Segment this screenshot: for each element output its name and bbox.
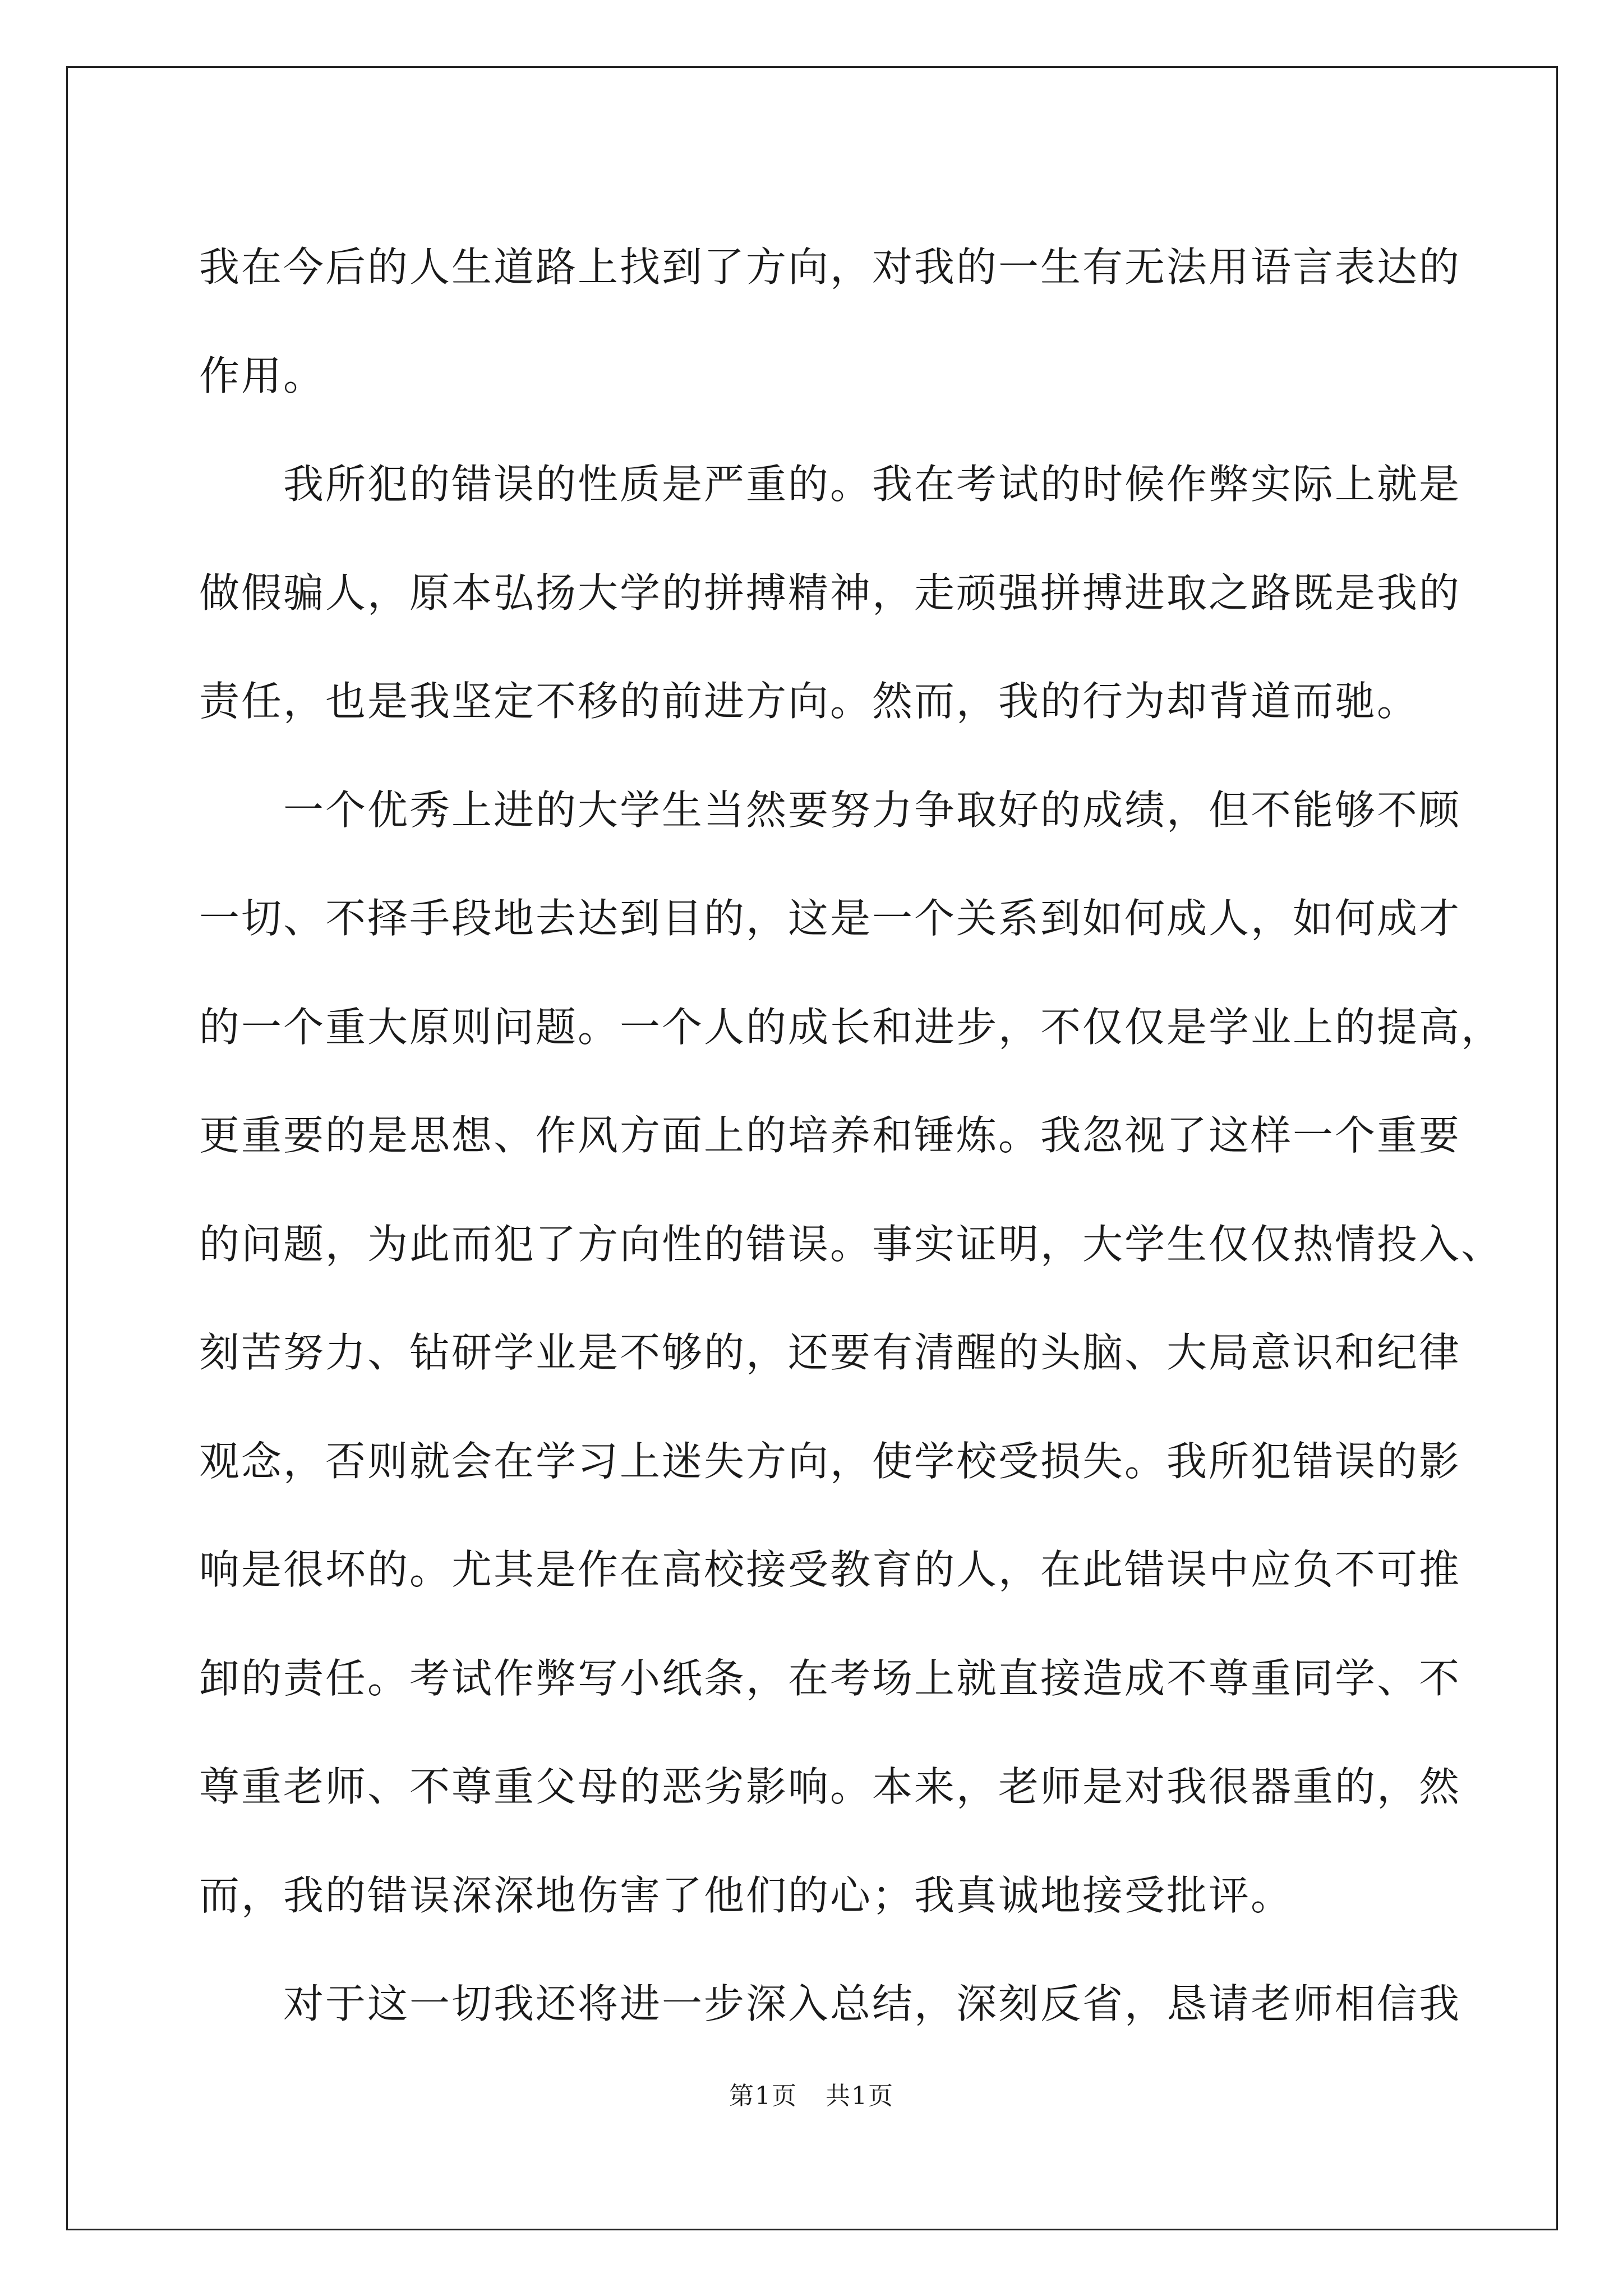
document-body bbox=[199, 213, 1504, 2059]
text-line: 责任，也是我坚定不移的前进方向。然而，我的行为却背道而驰。 bbox=[199, 678, 1419, 725]
page-total: 共1页 bbox=[826, 2082, 894, 2110]
paragraph-start-line: 一个优秀上进的大学生当然要努力争取好的成绩，但不能够不顾 bbox=[283, 786, 1461, 834]
text-line: 刻苦努力、钻研学业是不够的，还要有清醒的头脑、大局意识和纪律 bbox=[199, 1329, 1461, 1376]
text-line: 的问题，为此而犯了方向性的错误。事实证明，大学生仅仅热情投入、 bbox=[199, 1220, 1504, 1268]
text-line: 我在今后的人生道路上找到了方向，对我的一生有无法用语言表达的 bbox=[199, 243, 1461, 291]
text-line: 卸的责任。考试作弊写小纸条，在考场上就直接造成不尊重同学、不 bbox=[199, 1654, 1461, 1702]
text-line: 一切、不择手段地去达到目的，这是一个关系到如何成人，如何成才 bbox=[199, 895, 1461, 942]
text-line: 尊重老师、不尊重父母的恶劣影响。本来，老师是对我很器重的，然 bbox=[199, 1763, 1461, 1810]
paragraph-start-line: 我所犯的错误的性质是严重的。我在考试的时候作弊实际上就是 bbox=[283, 461, 1461, 508]
text-line: 响是很坏的。尤其是作在高校接受教育的人，在此错误中应负不可推 bbox=[199, 1546, 1461, 1593]
paragraph-start-line: 对于这一切我还将进一步深入总结，深刻反省，恳请老师相信我 bbox=[283, 1980, 1461, 2027]
page-footer bbox=[0, 2076, 1623, 2111]
text-line: 观念，否则就会在学习上迷失方向，使学校受损失。我所犯错误的影 bbox=[199, 1437, 1461, 1485]
text-line: 更重要的是思想、作风方面上的培养和锤炼。我忽视了这样一个重要 bbox=[199, 1112, 1461, 1159]
text-line: 作用。 bbox=[199, 352, 326, 399]
text-line: 做假骗人，原本弘扬大学的拼搏精神，走顽强拼搏进取之路既是我的 bbox=[199, 569, 1461, 616]
page-number: 第1页 bbox=[729, 2082, 797, 2110]
text-line: 的一个重大原则问题。一个人的成长和进步，不仅仅是学业上的提高， bbox=[199, 1003, 1504, 1051]
text-line: 而，我的错误深深地伤害了他们的心；我真诚地接受批评。 bbox=[199, 1871, 1293, 1919]
